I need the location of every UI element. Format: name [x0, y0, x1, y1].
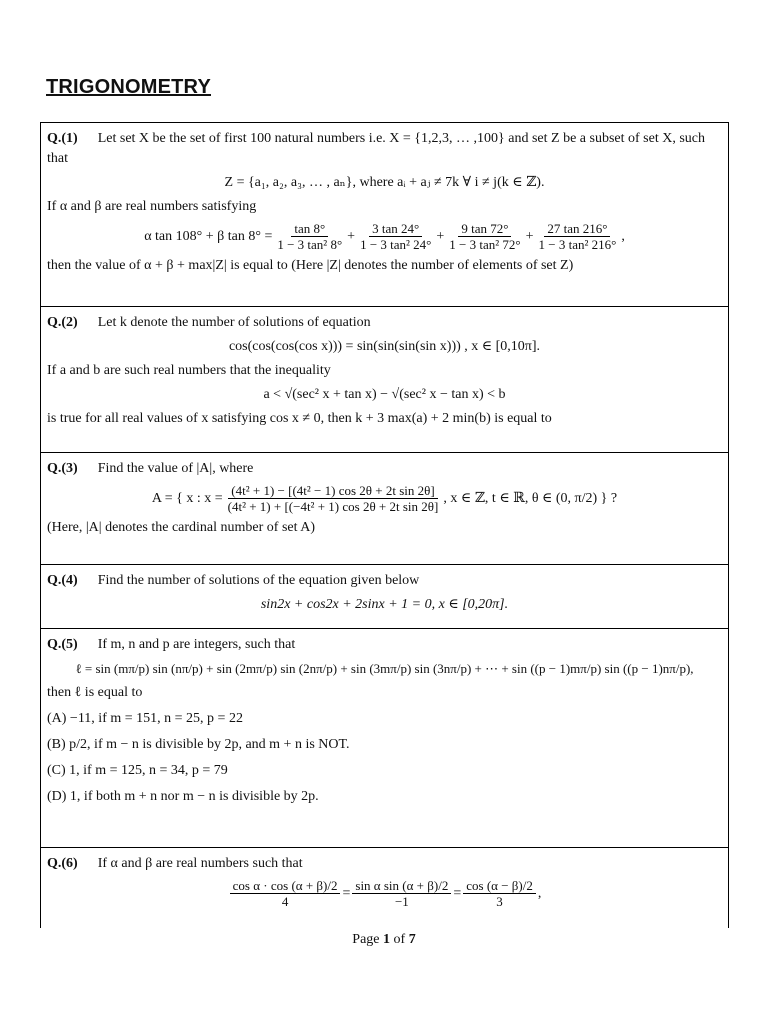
fraction-denominator: (4t² + 1) + [(−4t² + 1) cos 2θ + 2t sin 2θ] [227, 499, 439, 514]
fraction-numerator: 27 tan 216° [544, 221, 610, 237]
question-1 [41, 123, 728, 307]
fraction-numerator: sin α sin (α + β)/2 [352, 878, 451, 894]
question-note: (Here, |A| denotes the cardinal number of set A) [47, 520, 316, 535]
fraction [274, 221, 345, 252]
page-footer [0, 932, 768, 948]
question-condition: If a and b are such real numbers that the inequality [47, 363, 331, 378]
question-5 [41, 629, 728, 848]
set-definition: Z = {a₁, a₂, a₃, … , aₙ}, where aᵢ + aⱼ ≠ 7k ∀ i ≠ j(k ∈ ℤ). [224, 175, 545, 190]
question-intro: If α and β are real numbers such that [97, 856, 303, 871]
question-number: Q.(5) [47, 637, 78, 652]
fraction [230, 878, 341, 909]
question-condition: If α and β are real numbers satisfying [47, 199, 257, 214]
total-pages: 7 [408, 932, 416, 947]
fraction-denominator: −1 [394, 894, 409, 909]
fraction-numerator: cos (α − β)/2 [463, 878, 536, 894]
fraction-numerator: cos α · cos (α + β)/2 [230, 878, 341, 894]
option-d: (D) 1, if both m + n nor m − n is divisible by 2p. [47, 789, 319, 804]
question-intro: Let k denote the number of solutions of equation [97, 315, 371, 330]
fraction-denominator: 3 [496, 894, 503, 909]
equation: cos(cos(cos(cos x))) = sin(sin(sin(sin x))) , x ∈ [0,10π]. [228, 339, 541, 354]
fraction-numerator: (4t² + 1) − [(4t² − 1) cos 2θ + 2t sin 2θ] [228, 483, 437, 499]
fraction-numerator: tan 8° [291, 221, 328, 237]
footer-prefix: Page [352, 932, 384, 947]
fraction-numerator: 3 tan 24° [369, 221, 422, 237]
equation: sin2x + cos2x + 2sinx + 1 = 0, x ∈ [0,20π]. [260, 597, 509, 612]
option-c: (C) 1, if m = 125, n = 34, p = 79 [47, 763, 228, 778]
question-ask: then ℓ is equal to [47, 685, 143, 700]
question-number: Q.(6) [47, 856, 78, 871]
question-intro: Find the value of |A|, where [97, 461, 254, 476]
option-a: (A) −11, if m = 151, n = 25, p = 22 [47, 711, 243, 726]
fraction [357, 221, 434, 252]
equation-lhs: α tan 108° + β tan 8° = [144, 228, 273, 244]
fraction [352, 878, 451, 909]
inequality: a < √(sec² x + tan x) − √(sec² x − tan x) < b [263, 387, 506, 402]
page-title: TRIGONOMETRY [46, 76, 211, 98]
question-number: Q.(4) [47, 573, 78, 588]
question-3 [41, 453, 728, 565]
footer-mid: of [390, 932, 409, 947]
fraction [536, 221, 620, 252]
questions-table [40, 122, 729, 928]
equation: ℓ = sin (mπ/p) sin (nπ/p) + sin (2mπ/p) sin (2nπ/p) + sin (3mπ/p) sin (3nπ/p) + ⋯ + sin ((p − 1)mπ/p) sin ((p − 1)nπ/p), [75, 661, 694, 676]
question-number: Q.(2) [47, 315, 78, 330]
question-intro: Find the number of solutions of the equation given below [97, 573, 420, 588]
fraction-denominator: 1 − 3 tan² 24° [360, 237, 432, 252]
fraction [446, 221, 523, 252]
question-2 [41, 307, 728, 453]
question-intro: Let set X be the set of first 100 natural numbers i.e. X = {1,2,3, … ,100} and set Z be a subset of set X, such that [47, 131, 705, 166]
fraction [463, 878, 536, 909]
set-lhs: A = { x : x = [151, 490, 223, 506]
current-page: 1 [383, 932, 391, 947]
question-intro: If m, n and p are integers, such that [97, 637, 296, 652]
fraction [225, 483, 442, 514]
fraction-numerator: 9 tan 72° [458, 221, 511, 237]
equation-row: α tan 108° + β tan 8° = $\frac{\tan 8^\circ}{\text{1 − 3 tan² 8°}}$ + $\frac{3 \tan 24^\circ}{\text{1 − 3 tan² 24°}}$ + $\frac{9 \tan 72^\circ}{\text{1 − 3 tan² 72°}}$ + $\frac{27 \tan 216^\circ}{\text{1 − 3 tan² 216°}}$ , [144, 221, 625, 252]
question-number: Q.(1) [47, 131, 78, 146]
question-6 [41, 848, 728, 928]
equation-row: $\frac{\text{cos α · cos (α + β)/2}}{4}$ = $\frac{\text{sin α sin (α + β)/2}}{-1}$ = $\frac{\cos (\alpha - \beta)/2}{3}$ , [47, 878, 722, 909]
fraction-denominator: 1 − 3 tan² 216° [538, 237, 617, 252]
question-ask: then the value of α + β + max|Z| is equal to (Here |Z| denotes the number of elements of set Z) [47, 258, 574, 273]
fraction-denominator: 1 − 3 tan² 72° [449, 237, 521, 252]
set-expression [47, 483, 722, 514]
set-rhs: , x ∈ ℤ, t ∈ ℝ, θ ∈ (0, π/2) } ? [443, 490, 618, 506]
question-4 [41, 565, 728, 629]
option-b: (B) p/2, if m − n is divisible by 2p, and m + n is NOT. [47, 737, 350, 752]
fraction-denominator: 4 [281, 894, 289, 909]
question-number: Q.(3) [47, 461, 78, 476]
fraction-denominator: 1 − 3 tan² 8° [277, 237, 343, 252]
question-ask: is true for all real values of x satisfying cos x ≠ 0, then k + 3 max(a) + 2 min(b) is equal to [47, 411, 552, 426]
